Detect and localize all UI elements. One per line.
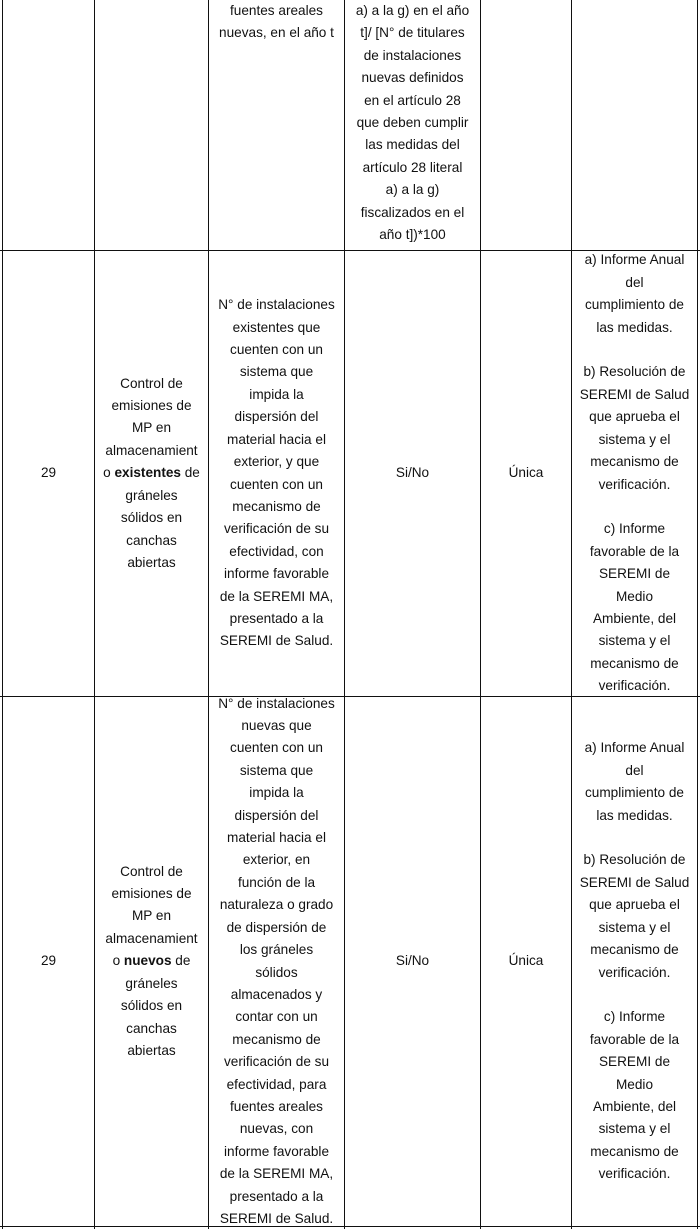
verification-line: verificación. — [598, 678, 671, 694]
indicator-line: SEREMI de Salud. — [219, 1210, 334, 1226]
verification-line: verificación. — [598, 476, 671, 492]
indicator-line: de la SEREMI MA, — [219, 588, 334, 604]
row0-indicator-text — [219, 0, 334, 45]
indicator-line: naturaleza o grado — [219, 897, 334, 913]
row1-measure-mid-prefix: o — [103, 465, 115, 481]
indicator-line: presentado a la — [229, 610, 324, 626]
paragraph-gap — [580, 339, 690, 361]
text-line: año t])*100 — [379, 227, 446, 243]
verification-line: c) Informe — [603, 521, 666, 537]
indicator-line: dispersión del — [234, 409, 319, 425]
row2-measure-mid-suffix: de — [171, 953, 191, 969]
row1-measure-cell — [95, 251, 208, 696]
verification-item-c — [580, 518, 690, 697]
indicator-line: cuenten con un — [230, 342, 323, 358]
row2-format-cell — [345, 697, 480, 1226]
verification-line: Ambiente, del — [592, 610, 677, 626]
row1-number-cell — [3, 251, 94, 696]
row0-formula-text — [356, 0, 469, 246]
measure-line: canchas — [126, 532, 177, 548]
row2-measure-pre — [105, 861, 197, 951]
indicator-line: efectividad, para — [226, 1076, 327, 1092]
indicator-line: existentes que — [232, 319, 321, 335]
verification-line: Medio — [615, 588, 654, 604]
verification-line: mecanismo de — [590, 655, 679, 671]
measure-line: emisiones de — [111, 398, 192, 414]
indicator-line: mecanismo de — [232, 498, 321, 514]
measure-line: Control de — [120, 863, 183, 879]
verification-line: sistema y el — [598, 1121, 671, 1137]
row2-number-cell — [3, 697, 94, 1226]
measure-line: abiertas — [127, 1042, 176, 1058]
indicator-line: informe favorable — [223, 1143, 330, 1159]
row2-measure-mid-prefix: o — [112, 953, 124, 969]
paragraph-gap — [580, 827, 690, 849]
verification-line: del — [625, 274, 644, 290]
verification-line: verificación. — [598, 964, 671, 980]
row2-frequency-cell — [481, 697, 571, 1226]
row2-indicator-text — [218, 693, 335, 1230]
verification-item-c — [580, 1006, 690, 1185]
text-line: t]/ [N° de titulares — [360, 25, 465, 41]
measure-line: sólidos en — [120, 998, 183, 1014]
verification-line: Medio — [615, 1076, 654, 1092]
text-line: a) a la g) — [385, 182, 440, 198]
row0-indicator-cell — [209, 0, 344, 60]
paragraph-gap — [580, 496, 690, 518]
row2-verification-text — [580, 737, 690, 1185]
measure-line: canchas — [126, 1020, 177, 1036]
row2-measure-bold: nuevos — [123, 953, 172, 969]
verification-line: mecanismo de — [590, 454, 679, 470]
measure-line: MP en — [131, 420, 172, 436]
text-line: de instalaciones — [363, 47, 462, 63]
indicator-line: los gráneles — [239, 942, 314, 958]
verification-line: cumplimiento de — [585, 297, 684, 313]
text-line: a) a la g) en el año — [355, 3, 470, 18]
row2-format: Si/No — [395, 953, 430, 969]
verification-item-a — [580, 737, 690, 827]
row1-format: Si/No — [395, 465, 430, 481]
indicator-line: de dispersión de — [226, 919, 327, 935]
verification-line: b) Resolución de — [583, 852, 686, 868]
indicator-line: N° de instalaciones — [218, 695, 335, 711]
verification-line: sistema y el — [598, 919, 671, 935]
indicator-line: sólidos — [255, 964, 298, 980]
indicator-line: mecanismo de — [232, 1031, 321, 1047]
verification-line: sistema y el — [598, 633, 671, 649]
indicator-line: cuenten con un — [230, 476, 323, 492]
indicator-line: sistema que — [239, 364, 314, 380]
indicator-line: informe favorable — [223, 566, 330, 582]
indicator-line: material hacia el — [227, 431, 326, 447]
indicator-line: verificación de su — [223, 521, 330, 537]
verification-line: del — [625, 762, 644, 778]
verification-line: SEREMI de Salud — [579, 874, 690, 890]
row2-measure-cell — [95, 697, 208, 1226]
indicator-line: de la SEREMI MA, — [219, 1166, 334, 1182]
row2-frequency: Única — [508, 953, 544, 969]
row1-measure-mid-suffix: de — [180, 465, 200, 481]
verification-line: que aprueba el — [589, 897, 680, 913]
row2-measure-post — [105, 973, 197, 1063]
row1-measure-mid — [103, 462, 200, 484]
measure-line: abiertas — [127, 554, 176, 570]
indicator-line: efectividad, con — [229, 543, 324, 559]
row1-measure-text — [103, 373, 200, 575]
measure-line: sólidos en — [120, 510, 183, 526]
text-line: fiscalizados en el — [360, 204, 465, 220]
row2-measure-text — [105, 861, 197, 1063]
verification-line: favorable de la — [589, 543, 680, 559]
text-line: que deben cumplir — [356, 115, 469, 131]
row1-indicator-cell — [209, 251, 344, 696]
paragraph-gap — [580, 984, 690, 1006]
text-line: nuevas definidos — [361, 70, 464, 86]
verification-line: a) Informe Anual — [584, 740, 685, 756]
row2-number: 29 — [40, 953, 57, 969]
text-line: artículo 28 literal — [362, 159, 463, 175]
row2-measure-mid — [105, 950, 197, 972]
row1-verification-text — [580, 249, 690, 697]
row1-measure-bold: existentes — [114, 465, 181, 481]
text-line: las medidas del — [365, 137, 460, 153]
verification-line: SEREMI de — [598, 566, 670, 582]
verification-item-b — [580, 849, 690, 983]
indicator-line: contar con un — [235, 1009, 318, 1025]
verification-item-a — [580, 249, 690, 339]
verification-line: c) Informe — [603, 1009, 666, 1025]
row1-measure-post — [103, 485, 200, 575]
measure-line: Control de — [120, 375, 183, 391]
indicator-line: función de la — [237, 874, 316, 890]
verification-line: Ambiente, del — [592, 1098, 677, 1114]
indicator-line: sistema que — [239, 762, 314, 778]
verification-line: sistema y el — [598, 431, 671, 447]
verification-line: b) Resolución de — [583, 364, 686, 380]
row1-indicator-text — [218, 294, 335, 653]
row1-measure-pre — [103, 373, 200, 463]
verification-line: que aprueba el — [589, 409, 680, 425]
indicator-line: material hacia el — [227, 830, 326, 846]
verification-line: mecanismo de — [590, 1143, 679, 1159]
measure-line: emisiones de — [111, 886, 192, 902]
verification-item-b — [580, 361, 690, 495]
verification-line: las medidas. — [596, 807, 673, 823]
indicator-line: impida la — [249, 785, 304, 801]
indicator-line: exterior, y que — [233, 454, 320, 470]
indicator-line: verificación de su — [223, 1054, 330, 1070]
indicator-line: exterior, en — [242, 852, 311, 868]
indicator-line: nuevas que — [241, 718, 312, 734]
measure-line: almacenamient — [105, 442, 198, 458]
measure-line: MP en — [131, 908, 172, 924]
verification-line: las medidas. — [596, 319, 673, 335]
text-line: en el artículo 28 — [364, 92, 461, 108]
measure-line: gráneles — [125, 975, 178, 991]
verification-line: verificación. — [598, 1166, 671, 1182]
row1-frequency-cell — [481, 251, 571, 696]
text-line: fuentes areales — [230, 3, 323, 18]
text-line: nuevas, en el año t — [219, 25, 334, 41]
table-border-bottom — [0, 1226, 700, 1227]
verification-line: a) Informe Anual — [584, 252, 685, 268]
verification-line: mecanismo de — [590, 942, 679, 958]
row1-frequency: Única — [508, 465, 544, 481]
row1-number: 29 — [40, 465, 57, 481]
verification-line: SEREMI de Salud — [579, 386, 690, 402]
indicator-line: dispersión del — [234, 807, 319, 823]
row2-indicator-cell — [209, 697, 344, 1226]
verification-line: favorable de la — [589, 1031, 680, 1047]
verification-line: cumplimiento de — [585, 785, 684, 801]
measure-line: gráneles — [125, 487, 178, 503]
indicator-line: SEREMI de Salud. — [219, 633, 334, 649]
row1-format-cell — [345, 251, 480, 696]
indicator-line: presentado a la — [229, 1188, 324, 1204]
table-border-right — [697, 0, 698, 1229]
indicator-line: nuevas, con — [239, 1121, 314, 1137]
indicator-line: impida la — [249, 386, 304, 402]
row1-verification-cell — [572, 251, 697, 696]
verification-line: SEREMI de — [598, 1054, 670, 1070]
indicator-line: N° de instalaciones — [218, 297, 335, 313]
row0-formula-cell — [345, 0, 480, 250]
indicator-line: fuentes areales — [230, 1098, 323, 1114]
row2-verification-cell — [572, 697, 697, 1226]
measure-line: almacenamient — [105, 930, 198, 946]
indicator-line: cuenten con un — [230, 740, 323, 756]
indicator-line: almacenados y — [230, 986, 323, 1002]
